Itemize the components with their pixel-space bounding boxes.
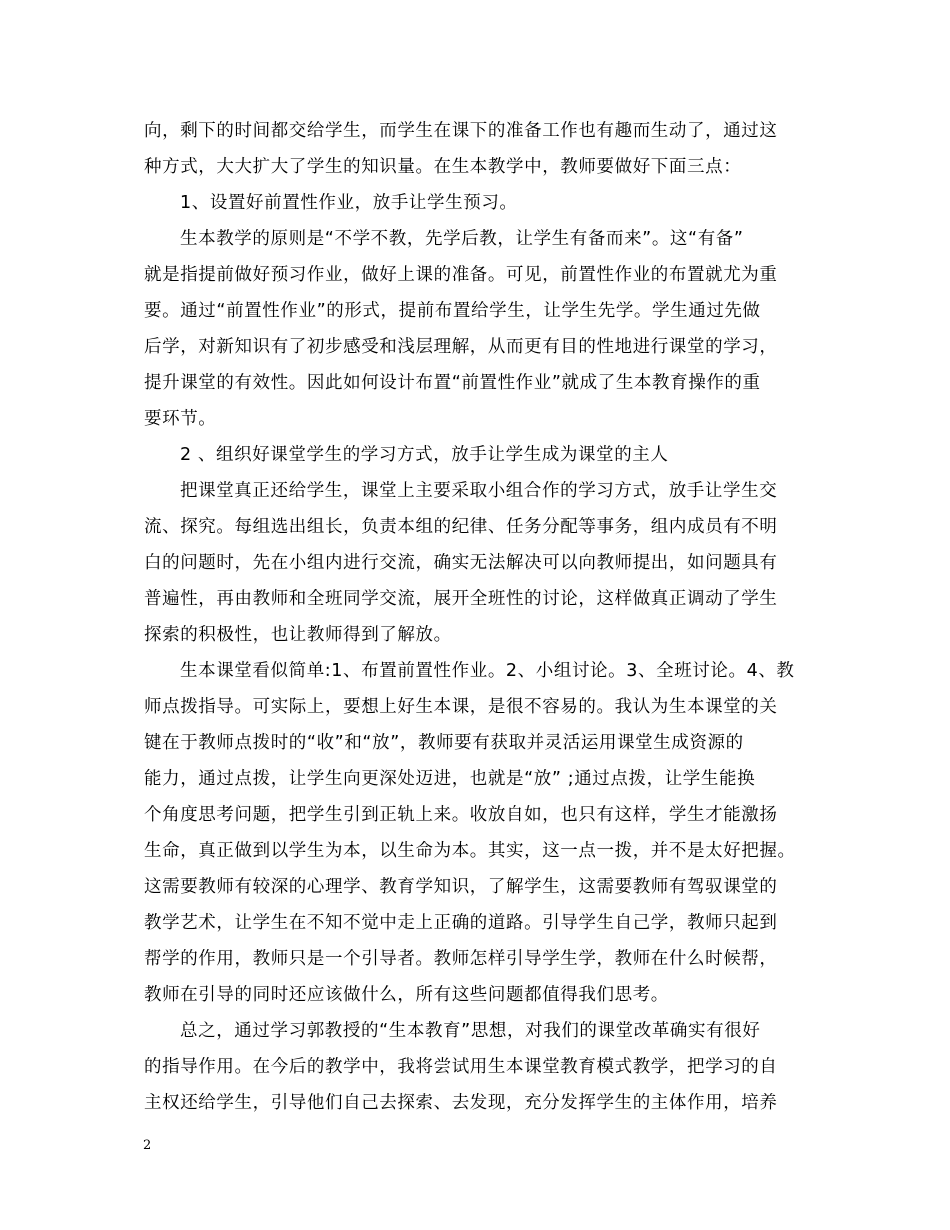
text-line: 教师在引导的同时还应该做什么，所有这些问题都值得我们思考。 [144, 985, 669, 1005]
text-line: 要环节。 [144, 409, 217, 429]
text-line: 向，剩下的时间都交给学生，而学生在课下的准备工作也有趣而生动了，通过这 [144, 121, 778, 141]
page-number: 2 [143, 1138, 152, 1153]
text-line: 总之，通过学习郭教授的“生本教育”思想，对我们的课堂改革确实有很好 [180, 1021, 761, 1041]
text-line: 提升课堂的有效性。因此如何设计布置“前置性作业”就成了生本教育操作的重 [144, 373, 761, 393]
text-line: 生本教学的原则是“不学不教，先学后教，让学生有备而来”。这“有备” [180, 229, 744, 249]
text-line: 教学艺术，让学生在不知不觉中走上正确的道路。引导学生自己学，教师只起到 [144, 913, 778, 933]
section-heading-2: 2 、组织好课堂学生的学习方式，放手让学生成为课堂的主人 [180, 445, 669, 465]
section-heading-1: 1、设置好前置性作业，放手让学生预习。 [180, 193, 518, 213]
text-line: 后学，对新知识有了初步感受和浅层理解，从而更有目的性地进行课堂的学习， [144, 337, 778, 357]
text-line: 普遍性，再由教师和全班同学交流，展开全班性的讨论，这样做真正调动了学生 [144, 589, 778, 609]
text-line: 生命，真正做到以学生为本，以生命为本。其实，这一点一拨，并不是太好把握。 [144, 841, 796, 861]
text-line: 白的问题时，先在小组内进行交流，确实无法解决可以向教师提出，如问题具有 [144, 553, 778, 573]
text-line: 师点拨指导。可实际上，要想上好生本课，是很不容易的。我认为生本课堂的关 [144, 697, 778, 717]
text-line: 的指导作用。在今后的教学中，我将尝试用生本课堂教育模式教学，把学习的自 [144, 1057, 778, 1077]
text-line: 把课堂真正还给学生，课堂上主要采取小组合作的学习方式，放手让学生交 [180, 481, 778, 501]
text-line: 帮学的作用，教师只是一个引导者。教师怎样引导学生学，教师在什么时候帮， [144, 949, 778, 969]
text-line: 个角度思考问题，把学生引到正轨上来。收放自如，也只有这样，学生才能激扬 [144, 805, 778, 825]
text-line: 流、探究。每组选出组长，负责本组的纪律、任务分配等事务，组内成员有不明 [144, 517, 778, 537]
text-line: 就是指提前做好预习作业，做好上课的准备。可见，前置性作业的布置就尤为重 [144, 265, 778, 285]
text-line: 生本课堂看似简单:1、布置前置性作业。2、小组讨论。3、全班讨论。4、教 [180, 661, 795, 681]
text-line: 键在于教师点拨时的“收”和“放”，教师要有获取并灵活运用课堂生成资源的 [144, 733, 744, 753]
text-line: 这需要教师有较深的心理学、教育学知识，了解学生，这需要教师有驾驭课堂的 [144, 877, 778, 897]
text-line: 要。通过“前置性作业”的形式，提前布置给学生，让学生先学。学生通过先做 [144, 301, 761, 321]
text-line: 种方式，大大扩大了学生的知识量。在生本教学中，教师要做好下面三点： [144, 157, 742, 177]
text-line: 探索的积极性，也让教师得到了解放。 [144, 625, 452, 645]
text-line: 主权还给学生，引导他们自己去探索、去发现，充分发挥学生的主体作用，培养 [144, 1093, 778, 1113]
text-line: 能力，通过点拨，让学生向更深处迈进，也就是“放” ;通过点拨，让学生能换 [144, 769, 756, 789]
